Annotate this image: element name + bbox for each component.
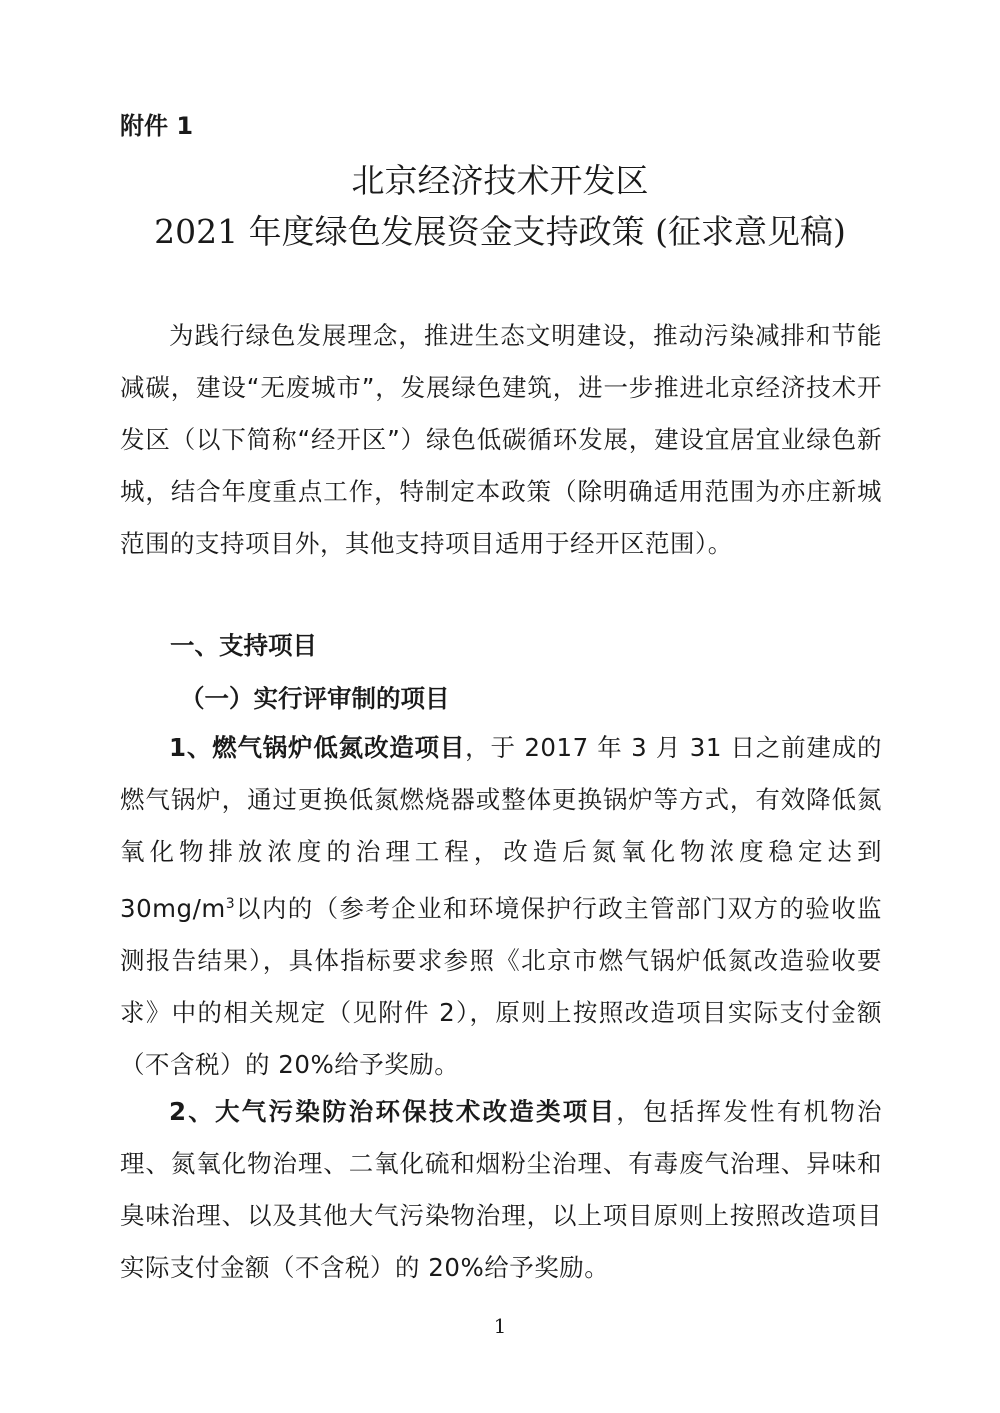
item-1-text-a: ，于 2017 年 3 月 31 日之前建成的燃气锅炉，通过更换低氮燃烧器或整体更换锅炉等方式，有效降低氮氧化物排放浓度的治理工程，改造后氮氧化物浓度稳定达到 30mg/m bbox=[120, 733, 883, 924]
intro-paragraph: 为践行绿色发展理念，推进生态文明建设，推动污染减排和节能减碳，建设“无废城市”，发展绿色建筑，进一步推进北京经济技术开发区（以下简称“经开区”）绿色低碳循环发展，建设宜居宜业绿色新城，结合年度重点工作，特制定本政策（除明确适用范围为亦庄新城范围的支持项目外，其他支持项目适用于经开区范围）。 bbox=[120, 321, 882, 558]
attachment-label: 附件 1 bbox=[120, 112, 194, 140]
item-1-superscript: 3 bbox=[225, 896, 236, 912]
item-1-title: 1、燃气锅炉低氮改造项目 bbox=[169, 733, 466, 762]
item-1-paragraph bbox=[120, 722, 882, 1091]
item-2-text: ，包括挥发性有机物治理、氮氧化物治理、二氧化硫和烟粉尘治理、有毒废气治理、异味和臭味治理、以及其他大气污染物治理，以上项目原则上按照改造项目实际支付金额（不含税）的 20%给予奖励。 bbox=[120, 1097, 882, 1282]
document-title-line2: 2021 年度绿色发展资金支持政策 (征求意见稿) bbox=[154, 212, 846, 251]
item-1-text-b: 以内的（参考企业和环境保护行政主管部门双方的验收监测报告结果），具体指标要求参照《北京市燃气锅炉低氮改造验收要求》中的相关规定（见附件 2），原则上按照改造项目实际支付金额（不含税）的 20%给予奖励。 bbox=[120, 894, 882, 1080]
section-heading: 一、支持项目 bbox=[170, 631, 317, 660]
subsection-heading: （一）实行评审制的项目 bbox=[180, 684, 450, 713]
document-title-line1: 北京经济技术开发区 bbox=[351, 161, 649, 200]
page-number: 1 bbox=[493, 1314, 507, 1338]
item-2-title: 2、大气污染防治环保技术改造类项目 bbox=[169, 1097, 617, 1126]
item-2-paragraph bbox=[120, 1086, 882, 1294]
